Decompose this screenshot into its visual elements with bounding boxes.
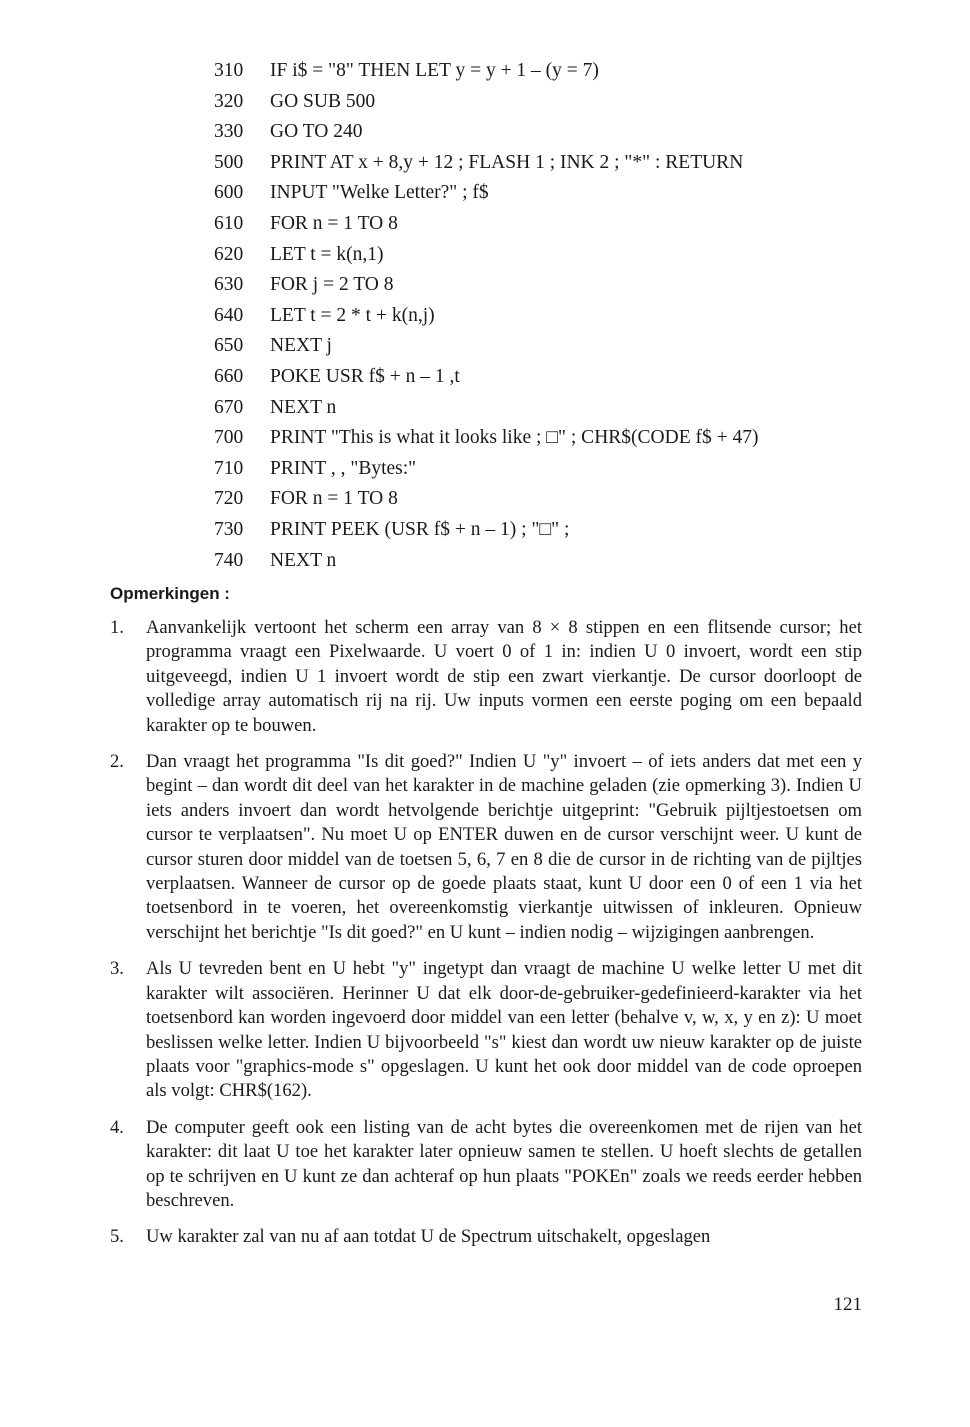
code-statement: LET t = k(n,1) bbox=[270, 243, 384, 265]
code-statement: FOR n = 1 TO 8 bbox=[270, 488, 398, 510]
code-statement: FOR n = 1 TO 8 bbox=[270, 212, 398, 234]
line-number: 310 bbox=[214, 60, 244, 81]
code-line bbox=[214, 240, 934, 271]
code-statement: PRINT "This is what it looks like ; □" ; CHR$(CODE f$ + 47) bbox=[270, 427, 759, 449]
code-line bbox=[214, 423, 934, 454]
line-number: 610 bbox=[214, 212, 244, 234]
note-item bbox=[110, 1116, 862, 1214]
line-number: 600 bbox=[214, 182, 244, 204]
code-line bbox=[214, 362, 934, 393]
code-line bbox=[214, 301, 934, 332]
note-number: 5. bbox=[110, 1226, 124, 1248]
line-number: 740 bbox=[214, 549, 244, 571]
line-number: 700 bbox=[214, 427, 244, 449]
code-statement: PRINT PEEK (USR f$ + n – 1) ; "□" ; bbox=[270, 518, 570, 540]
code-line bbox=[214, 454, 934, 485]
code-statement: NEXT n bbox=[270, 396, 337, 418]
line-number: 640 bbox=[214, 304, 244, 326]
note-item bbox=[110, 750, 862, 945]
note-text: De computer geeft ook een listing van de acht bytes die overeenkomen met de rijen van het karakter: dit laat U toe het karakter later opnieuw samen te stellen. U hoeft slechts de getallen op te schrijven en U kunt ze dan achteraf op hun plaats "POKEn" zoals we reeds eerder hebben beschreven. bbox=[146, 1116, 862, 1211]
note-number: 2. bbox=[110, 751, 124, 773]
note-text: Uw karakter zal van nu af aan totdat U de Spectrum uitschakelt, opgeslagen bbox=[146, 1226, 711, 1248]
note-item bbox=[110, 616, 862, 738]
note-item bbox=[110, 957, 862, 1103]
note-text: Als U tevreden bent en U hebt "y" ingetypt dan vraagt de machine U welke letter U met dit karakter wilt associëren. Herinner U dat elk door-de-gebruiker-gedefinieerd-karakter via het toetsenbord kan worden ingevoerd door middel van een letter (behalve v, w, x, y en z): U moet beslissen welke letter. Indien U bijvoorbeeld "s" kiest dan wordt uw nieuw karakter op de juiste plaats voor "graphics-mode s" opgeslagen. U kunt het ook door middel van de code oproepen als volgt: CHR$(162). bbox=[146, 958, 862, 1102]
line-number: 720 bbox=[214, 488, 244, 510]
code-line bbox=[214, 148, 934, 179]
code-line bbox=[214, 56, 934, 87]
line-number: 660 bbox=[214, 365, 244, 387]
code-statement: GO TO 240 bbox=[270, 121, 363, 143]
note-number: 4. bbox=[110, 1116, 124, 1138]
code-line bbox=[214, 209, 934, 240]
code-statement: NEXT n bbox=[270, 549, 337, 571]
code-statement: GO SUB 500 bbox=[270, 90, 376, 112]
code-line bbox=[214, 117, 934, 148]
code-line bbox=[214, 331, 934, 362]
note-number: 3. bbox=[110, 958, 124, 980]
line-number: 320 bbox=[214, 90, 244, 112]
code-statement: PRINT , , "Bytes:" bbox=[270, 457, 417, 479]
section-heading: Opmerkingen : bbox=[110, 584, 230, 603]
code-line bbox=[214, 270, 934, 301]
line-number: 620 bbox=[214, 243, 244, 265]
code-statement: INPUT "Welke Letter?" ; f$ bbox=[270, 182, 489, 204]
code-line bbox=[214, 87, 934, 118]
code-listing bbox=[214, 56, 934, 576]
note-number: 1. bbox=[110, 617, 124, 638]
code-statement: IF i$ = "8" THEN LET y = y + 1 – (y = 7) bbox=[270, 60, 599, 81]
line-number: 650 bbox=[214, 335, 244, 357]
line-number: 710 bbox=[214, 457, 244, 479]
notes-list bbox=[110, 616, 862, 1262]
code-line bbox=[214, 178, 934, 209]
line-number: 500 bbox=[214, 151, 244, 173]
line-number: 730 bbox=[214, 518, 244, 540]
code-line bbox=[214, 484, 934, 515]
note-text: Aanvankelijk vertoont het scherm een array van 8 × 8 stippen en een flitsende cursor; het programma vraagt een Pixelwaarde. U voert 0 of 1 in: indien U 0 invoert, wordt een stip uitgeveegd, indien U 1 invoert wordt de stip een zwart vierkantje. De cursor doorloopt de volledige array automatisch rij na rij. Uw inputs vormen een eerste poging om een bepaald karakter op te bouwen. bbox=[146, 617, 862, 736]
line-number: 630 bbox=[214, 274, 244, 296]
line-number: 670 bbox=[214, 396, 244, 418]
code-line bbox=[214, 393, 934, 424]
note-item bbox=[110, 1225, 862, 1249]
code-statement: NEXT j bbox=[270, 335, 332, 357]
code-statement: POKE USR f$ + n – 1 ,t bbox=[270, 365, 460, 387]
code-statement: FOR j = 2 TO 8 bbox=[270, 274, 394, 296]
code-statement: PRINT AT x + 8,y + 12 ; FLASH 1 ; INK 2 ; "*" : RETURN bbox=[270, 151, 744, 173]
code-line bbox=[214, 515, 934, 546]
code-line bbox=[214, 546, 934, 577]
note-text: Dan vraagt het programma "Is dit goed?" Indien U "y" invoert – of iets anders dat met een y begint – dan wordt dit deel van het karakter in de machine geladen (zie opmerking 3). Indien U iets anders invoert dan wordt hetvolgende berichtje uitgeprint: "Gebruik pijltjestoetsen om cursor te verplaatsen". Nu moet U op ENTER duwen en de cursor verschijnt weer. U kunt de cursor sturen door middel van de toetsen 5, 6, 7 en 8 die de cursor in de richting van de pijltjes verplaatsen. Wanneer de cursor op de goede plaats staat, kunt U door een 0 of een 1 via het toetsenbord in te voeren, het overeenkomstig vierkantje uitwissen of inkleuren. Opnieuw verschijnt het berichtje "Is dit goed?" en U kunt – indien nodig – wijzigingen aanbrengen. bbox=[146, 751, 862, 943]
page-number: 121 bbox=[833, 1294, 862, 1315]
code-statement: LET t = 2 * t + k(n,j) bbox=[270, 304, 435, 326]
line-number: 330 bbox=[214, 121, 244, 143]
